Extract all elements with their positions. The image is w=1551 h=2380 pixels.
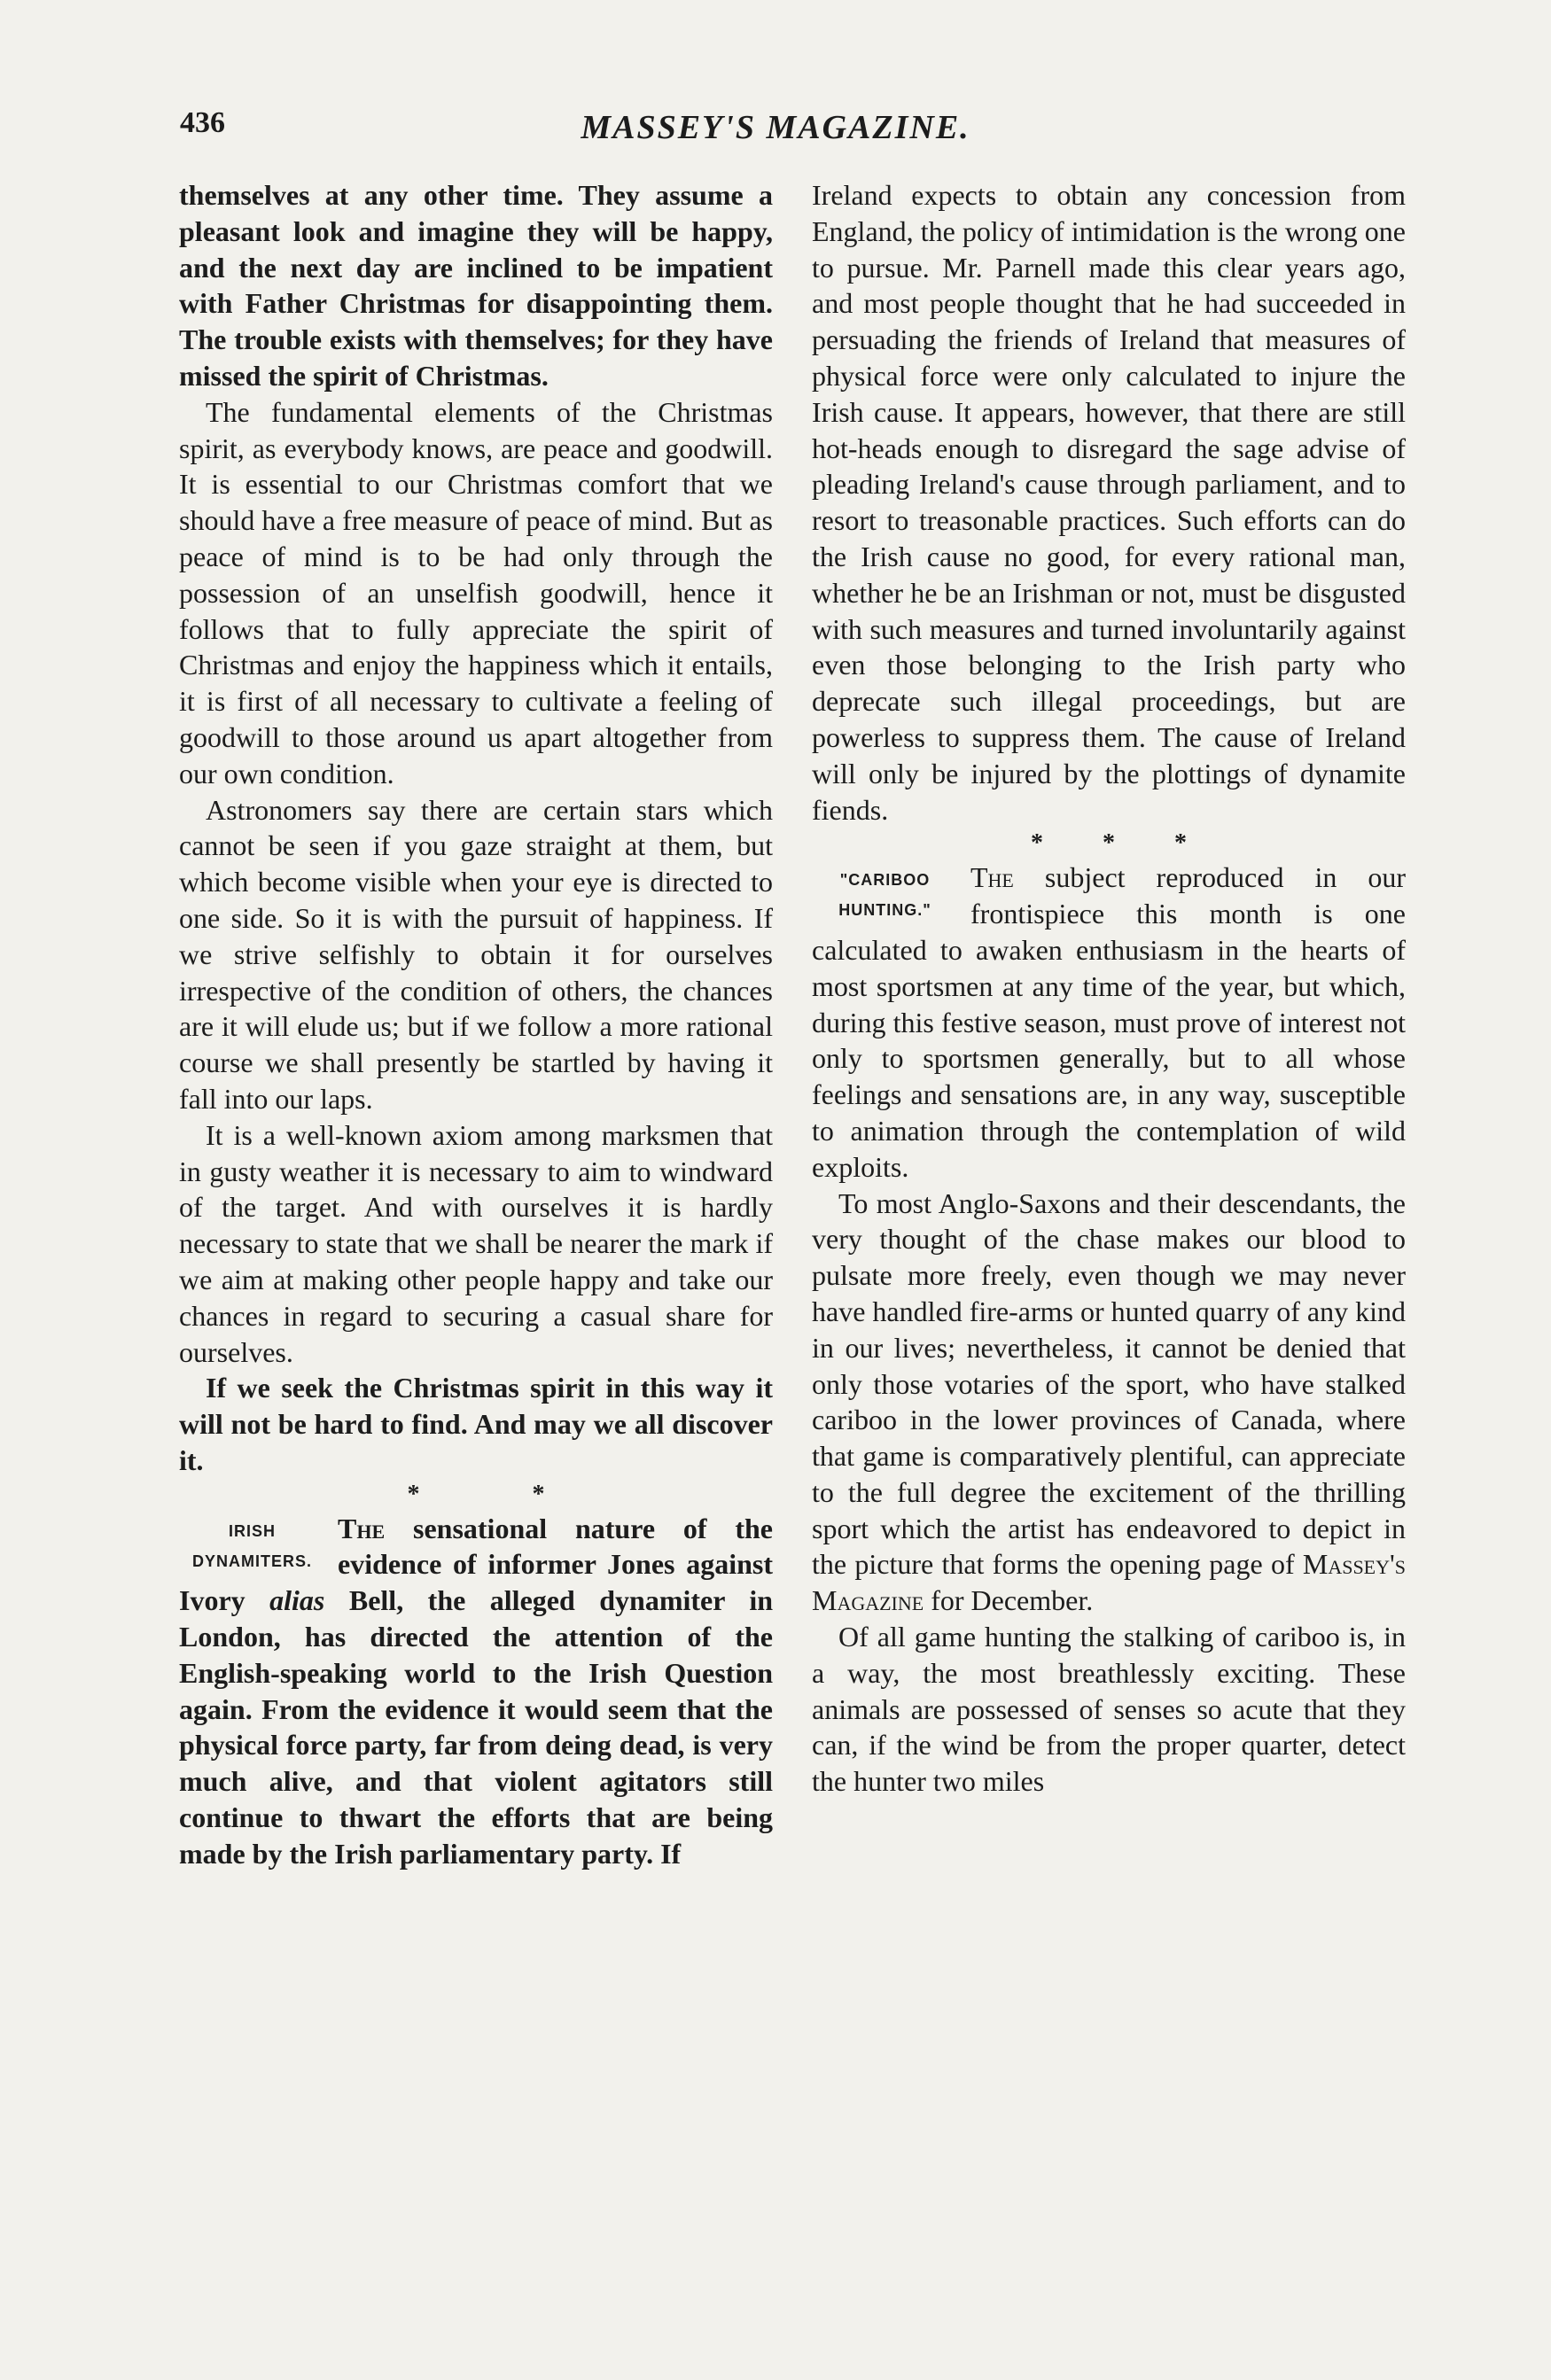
running-head: MASSEY'S MAGAZINE. <box>581 109 970 146</box>
paragraph: The sensational nature of the evidence of informer Jones against Ivory alias Bell, the alleged dynamiter in London, has directed the attention of the English-speaking world to the Irish Question again. From the evidence it would seem that the physical force party, far from deing dead, is very much alive, and that violent agitators still continue to thwart the efforts that are being made by the Irish parliamentary party. If <box>179 1512 774 1870</box>
asterism: * <box>1174 829 1187 858</box>
paragraph: Ireland expects to obtain any concession from England, the policy of intimidation is the wrong one to pursue. Mr. Parnell made this clear years ago, and most people thought that he had succeeded in persuading the friends of Ireland that measures of physical force were only calculated to injure the Irish cause. It appears, however, that there are still hot-heads enough to disregard the sage advise of pleading Ireland's cause through parliament, and to resort to treasonable practices. Such efforts can do the Irish cause no good, for every rational man, whether he be an Irishman or not, must be disgusted with such measures and turned involuntarily against even those belonging to the Irish party who deprecate such illegal proceedings, but are powerless to suppress them. The cause of Ireland will only be injured by the plottings of dynamite fiends. <box>812 179 1406 826</box>
asterism: * <box>1103 829 1115 858</box>
side-heading: "CARIBOO HUNTING." <box>838 871 931 920</box>
paragraph: The subject reproduced in our frontispiece this month is one calculated to awaken enthusiasm in the hearts of most sportsmen at any time of the year, but which, during this festive season, must prove of interest not only to sportsmen generally, but to all whose feelings and sensations are, in any way, susceptible to animation through the contemplation of wild exploits. <box>812 861 1407 1183</box>
section-divider <box>179 1479 773 1511</box>
page-header <box>0 106 1551 159</box>
asterism: * <box>532 1480 545 1508</box>
paragraph: Of all game hunting the stalking of cariboo is, in a way, the most breathlessly exciting. These animals are possessed of senses so acute that they can, if the wind be from the proper quarter, detect the hunter two miles <box>812 1621 1406 1798</box>
asterism: * <box>1031 829 1043 858</box>
paragraph: themselves at any other time. They assume a pleasant look and imagine they will be happy, and the next day are inclined to be impatient with Father Christmas for disappointing them. The trouble exists with themselves; for they have missed the spirit of Christmas. <box>179 179 773 392</box>
magazine-name: Massey's Magazine <box>812 1548 1407 1617</box>
paragraph: If we seek the Christmas spirit in this way it will not be hard to find. And may we all discover it. <box>179 1372 773 1476</box>
paragraph: To most Anglo-Saxons and their descendants, the very thought of the chase makes our blood to pulsate more freely, even though we may never have handled fire-arms or hunted quarry of any kind in our lives; nevertheless, it cannot be denied that only those votaries of the sport, who have stalked cariboo in the lower provinces of Canada, where that game is comparatively plentiful, can appreciate to the full degree the excitement of the thrilling sport which the artist has endeavored to depict in the picture that forms the opening page of Massey's Magazine for December. <box>812 1186 1407 1617</box>
asterism: * <box>407 1480 420 1508</box>
lead-word: The <box>338 1512 386 1544</box>
paragraph: Astronomers say there are certain stars which cannot be seen if you gaze straight at them, but which become visible when your eye is directed to one side. So it is with the pursuit of happiness. If we strive selfishly to obtain it for ourselves irrespective of the condition of others, the chances are it will elude us; but if we follow a more rational course we shall presently be startled by having it fall into our laps. <box>179 793 773 1115</box>
right-column <box>812 177 1406 1800</box>
page-number: 436 <box>180 106 225 139</box>
paragraph: The fundamental elements of the Christmas spirit, as everybody knows, are peace and goodwill. It is essential to our Christmas comfort that we should have a free measure of peace of mind. But as peace of mind is to be had only through the possession of an unselfish goodwill, hence it follows that to fully appreciate the spirit of Christmas and enjoy the happiness which it entails, it is first of all necessary to cultivate a feeling of goodwill to those around us apart altogether from our own condition. <box>179 395 773 789</box>
lead-word: The <box>970 861 1014 894</box>
left-column <box>179 177 773 1872</box>
side-heading: IRISH DYNAMITERS. <box>191 1521 312 1570</box>
paragraph: It is a well-known axiom among marksmen that in gusty weather it is necessary to aim to windward of the target. And with ourselves it is hardly necessary to state that we shall be nearer the mark if we aim at making other people happy and take our chances in regard to securing a casual share for ourselves. <box>179 1118 773 1368</box>
section-divider <box>812 828 1406 859</box>
